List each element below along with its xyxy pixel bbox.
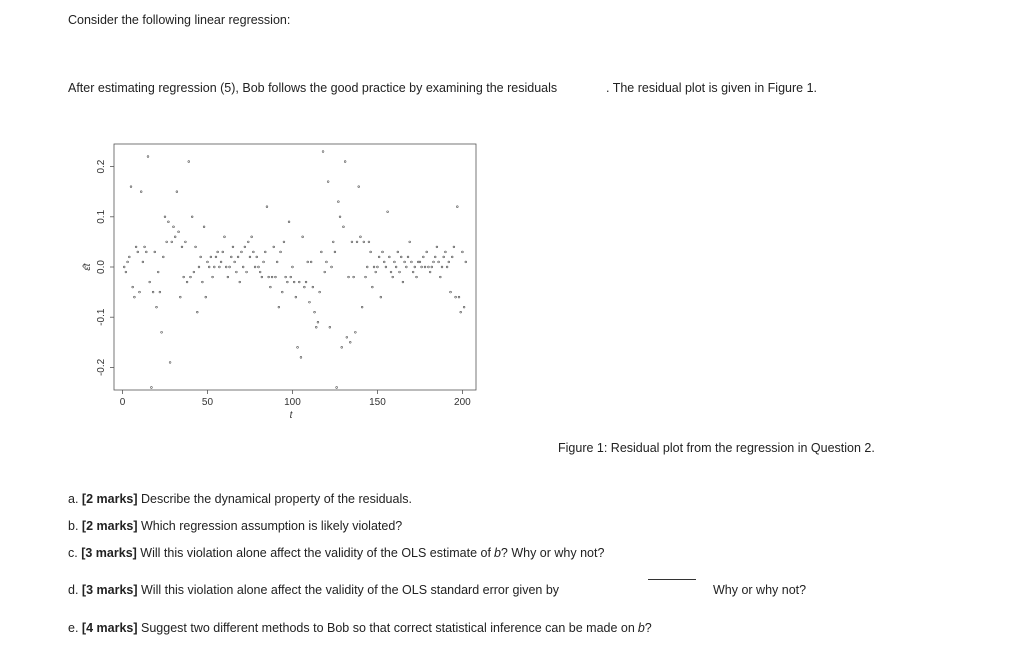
question-marks: [2 marks]: [81, 519, 138, 533]
residual-point: [132, 286, 134, 288]
residual-point: [140, 191, 142, 193]
residual-point: [181, 246, 183, 248]
question-d-tail: Why or why not?: [713, 583, 807, 597]
figure-caption: Figure 1: Residual plot from the regression in Question 2.: [558, 441, 875, 455]
residual-point: [213, 266, 215, 268]
residual-point: [149, 281, 151, 283]
residual-point: [266, 206, 268, 208]
residual-point: [332, 241, 334, 243]
residual-point: [196, 311, 198, 313]
residual-point: [275, 276, 277, 278]
residual-point: [200, 256, 202, 258]
residual-point: [370, 251, 372, 253]
residual-point: [375, 271, 377, 273]
residual-point: [125, 271, 127, 273]
residual-point: [339, 216, 341, 218]
x-tick-label: 150: [369, 397, 386, 408]
residual-point: [412, 271, 414, 273]
residual-point: [433, 261, 435, 263]
residual-point: [208, 266, 210, 268]
residual-point: [458, 296, 460, 298]
residual-point: [453, 246, 455, 248]
residual-point: [247, 241, 249, 243]
residual-point: [276, 261, 278, 263]
x-tick-label: 200: [454, 397, 471, 408]
residual-point: [191, 216, 193, 218]
residual-point: [179, 296, 181, 298]
residual-point: [298, 281, 300, 283]
residual-point: [139, 291, 141, 293]
x-tick-label: 50: [201, 397, 214, 408]
residual-point: [445, 251, 447, 253]
residual-point: [360, 236, 362, 238]
residual-point: [127, 261, 129, 263]
residual-point: [353, 276, 355, 278]
residual-point: [363, 241, 365, 243]
residual-point: [428, 266, 430, 268]
residual-point: [232, 246, 234, 248]
residual-point: [429, 271, 431, 273]
residual-point: [349, 341, 351, 343]
question-d: [68, 583, 559, 597]
residual-point: [147, 156, 149, 158]
residual-point: [387, 211, 389, 213]
residual-point: [217, 251, 219, 253]
residual-point: [351, 241, 353, 243]
residual-point: [358, 186, 360, 188]
residual-point: [281, 291, 283, 293]
residual-point: [465, 261, 467, 263]
residual-point: [154, 251, 156, 253]
residual-point: [285, 276, 287, 278]
residual-point: [424, 266, 426, 268]
residual-point: [286, 281, 288, 283]
residual-point: [273, 246, 275, 248]
residual-point: [438, 261, 440, 263]
question-marks: [3 marks]: [81, 546, 137, 560]
residual-point: [319, 291, 321, 293]
residual-point: [297, 346, 299, 348]
residual-point: [145, 251, 147, 253]
residual-point: [173, 226, 175, 228]
residual-point: [326, 261, 328, 263]
residual-point: [135, 246, 137, 248]
residual-point: [421, 266, 423, 268]
residual-point: [207, 261, 209, 263]
residual-point: [334, 251, 336, 253]
residual-point: [167, 221, 169, 223]
residual-point: [377, 266, 379, 268]
residual-point: [224, 236, 226, 238]
residual-point: [463, 306, 465, 308]
residual-point: [242, 266, 244, 268]
residual-point: [251, 236, 253, 238]
residual-point: [137, 251, 139, 253]
variable-b: b: [493, 546, 501, 560]
residual-point: [320, 251, 322, 253]
residual-point: [397, 251, 399, 253]
residual-point: [402, 281, 404, 283]
residual-point: [258, 266, 260, 268]
residual-point: [176, 191, 178, 193]
residual-point: [249, 256, 251, 258]
residual-point: [178, 231, 180, 233]
question-text: Will this violation alone affect the validity of the OLS estimate of: [140, 546, 491, 560]
residual-point: [450, 291, 452, 293]
residual-point: [227, 276, 229, 278]
residual-point: [203, 226, 205, 228]
residual-point: [426, 251, 428, 253]
residual-point: [205, 296, 207, 298]
residual-point: [130, 186, 132, 188]
residual-point: [171, 241, 173, 243]
residual-point: [337, 201, 339, 203]
residual-point: [366, 266, 368, 268]
residual-point: [268, 276, 270, 278]
y-tick-label: -0.2: [96, 358, 107, 377]
residual-point: [229, 266, 231, 268]
residual-point: [399, 271, 401, 273]
residual-point: [161, 331, 163, 333]
question-letter: a.: [68, 492, 79, 506]
residual-point: [314, 311, 316, 313]
residual-point: [343, 226, 345, 228]
residual-point: [414, 266, 416, 268]
residual-point: [371, 286, 373, 288]
residual-point: [456, 206, 458, 208]
residual-point: [123, 266, 125, 268]
residual-point: [451, 256, 453, 258]
residual-point: [142, 261, 144, 263]
residual-point: [246, 271, 248, 273]
residual-point: [303, 286, 305, 288]
residual-point: [293, 281, 295, 283]
residual-point: [383, 261, 385, 263]
residual-point: [385, 266, 387, 268]
residual-point: [344, 161, 346, 163]
residual-point: [239, 281, 241, 283]
residual-point: [156, 306, 158, 308]
residual-point: [144, 246, 146, 248]
residual-point: [392, 276, 394, 278]
residual-point: [152, 291, 154, 293]
residual-point: [394, 261, 396, 263]
residual-point: [400, 256, 402, 258]
residual-point: [419, 261, 421, 263]
residual-point: [244, 246, 246, 248]
residual-point: [215, 256, 217, 258]
residual-point: [261, 276, 263, 278]
residual-point: [264, 251, 266, 253]
residual-point: [388, 256, 390, 258]
residual-point: [162, 256, 164, 258]
residual-point: [280, 251, 282, 253]
residual-point: [409, 241, 411, 243]
question-letter: b.: [68, 519, 79, 533]
residual-point: [195, 246, 197, 248]
residual-point: [455, 296, 457, 298]
residual-point: [186, 281, 188, 283]
residual-point: [404, 261, 406, 263]
residual-point: [283, 241, 285, 243]
residual-point: [329, 326, 331, 328]
after-text: After estimating regression (5), Bob follows the good practice by examining the residuals: [68, 81, 558, 95]
residual-point: [378, 256, 380, 258]
residual-point: [256, 256, 258, 258]
residual-point: [324, 271, 326, 273]
residual-point: [166, 241, 168, 243]
residual-point: [183, 276, 185, 278]
residual-point: [193, 271, 195, 273]
residual-point: [305, 281, 307, 283]
residual-point: [448, 261, 450, 263]
question-a: [68, 492, 412, 506]
residual-point: [235, 271, 237, 273]
residual-point: [356, 241, 358, 243]
residual-point: [439, 276, 441, 278]
residual-point: [263, 261, 265, 263]
residual-point: [341, 346, 343, 348]
residual-point: [259, 271, 261, 273]
residual-point: [188, 161, 190, 163]
residual-point: [361, 306, 363, 308]
y-tick-label: 0.0: [96, 260, 107, 274]
residual-point: [169, 361, 171, 363]
formula-fraction-line: [648, 579, 696, 580]
residual-point: [174, 236, 176, 238]
residual-point: [198, 266, 200, 268]
residual-point: [446, 266, 448, 268]
question-marks: [2 marks]: [81, 492, 138, 506]
residual-point: [218, 266, 220, 268]
residual-point: [210, 256, 212, 258]
residual-point: [225, 266, 227, 268]
y-axis-label: ε̂t: [82, 263, 93, 271]
plot-frame: [114, 144, 476, 390]
residual-point: [302, 236, 304, 238]
residual-point: [431, 266, 433, 268]
question-text: Will this violation alone affect the validity of the OLS standard error given by: [141, 583, 560, 597]
x-tick-label: 0: [119, 397, 126, 408]
y-tick-label: 0.2: [96, 159, 107, 174]
residual-point: [407, 256, 409, 258]
residual-point: [252, 251, 254, 253]
residual-point: [411, 261, 413, 263]
residual-point: [443, 256, 445, 258]
residual-plot: [78, 140, 488, 430]
residual-point: [201, 281, 203, 283]
residual-point: [382, 251, 384, 253]
question-c: [68, 546, 604, 560]
after-text-tail: . The residual plot is given in Figure 1.: [606, 81, 817, 95]
residual-point: [354, 331, 356, 333]
residual-point: [405, 266, 407, 268]
question-letter: c.: [68, 546, 78, 560]
residual-point: [331, 266, 333, 268]
question-letter: e.: [68, 621, 79, 635]
residual-point: [278, 306, 280, 308]
residual-point: [288, 221, 290, 223]
residual-point: [241, 251, 243, 253]
residual-point: [190, 276, 192, 278]
residual-point: [309, 301, 311, 303]
residual-point: [336, 387, 338, 389]
residual-point: [230, 256, 232, 258]
y-tick-label: 0.1: [96, 209, 107, 224]
x-tick-label: 100: [284, 397, 301, 408]
question-text: Suggest two different methods to Bob so that correct statistical inference can be made on: [141, 621, 635, 635]
residual-point: [128, 256, 130, 258]
residual-point: [184, 241, 186, 243]
residual-point: [380, 296, 382, 298]
residual-point: [322, 151, 324, 153]
residual-point: [416, 276, 418, 278]
residual-point: [310, 261, 312, 263]
residual-point: [290, 276, 292, 278]
question-text: Which regression assumption is likely violated?: [141, 519, 403, 533]
residual-point: [234, 261, 236, 263]
residual-point: [307, 261, 309, 263]
residual-point: [212, 276, 214, 278]
question-e: [68, 621, 652, 635]
residual-point: [254, 266, 256, 268]
residual-point: [295, 296, 297, 298]
residual-point: [315, 326, 317, 328]
residual-point: [271, 276, 273, 278]
residual-point: [365, 276, 367, 278]
residual-point: [390, 271, 392, 273]
question-text-post: ?: [644, 621, 652, 635]
question-marks: [3 marks]: [81, 583, 138, 597]
residual-point: [133, 296, 135, 298]
residual-point: [292, 266, 294, 268]
residual-point: [460, 311, 462, 313]
residual-point: [327, 181, 329, 183]
residual-point: [312, 286, 314, 288]
question-letter: d.: [68, 583, 79, 597]
residual-point: [395, 266, 397, 268]
residual-point: [348, 276, 350, 278]
residual-point: [436, 246, 438, 248]
x-axis-label: t: [289, 410, 293, 421]
residual-point: [269, 286, 271, 288]
residual-point: [346, 336, 348, 338]
question-text: Describe the dynamical property of the residuals.: [141, 492, 412, 506]
residual-point: [220, 261, 222, 263]
residual-point: [150, 387, 152, 389]
residual-point: [237, 256, 239, 258]
residual-point: [368, 241, 370, 243]
residual-point: [434, 256, 436, 258]
residual-point: [159, 291, 161, 293]
question-b: [68, 519, 402, 533]
y-tick-label: -0.1: [96, 308, 107, 326]
question-text-post: ? Why or why not?: [500, 546, 605, 560]
residual-point: [300, 356, 302, 358]
residual-point: [462, 251, 464, 253]
variable-b: b: [637, 621, 645, 635]
residual-point: [222, 251, 224, 253]
residual-point: [441, 266, 443, 268]
residual-point: [317, 321, 319, 323]
residual-point: [157, 271, 159, 273]
residual-point: [164, 216, 166, 218]
residual-point: [373, 266, 375, 268]
residual-point: [422, 256, 424, 258]
intro-text: Consider the following linear regression:: [68, 13, 291, 27]
question-marks: [4 marks]: [81, 621, 138, 635]
